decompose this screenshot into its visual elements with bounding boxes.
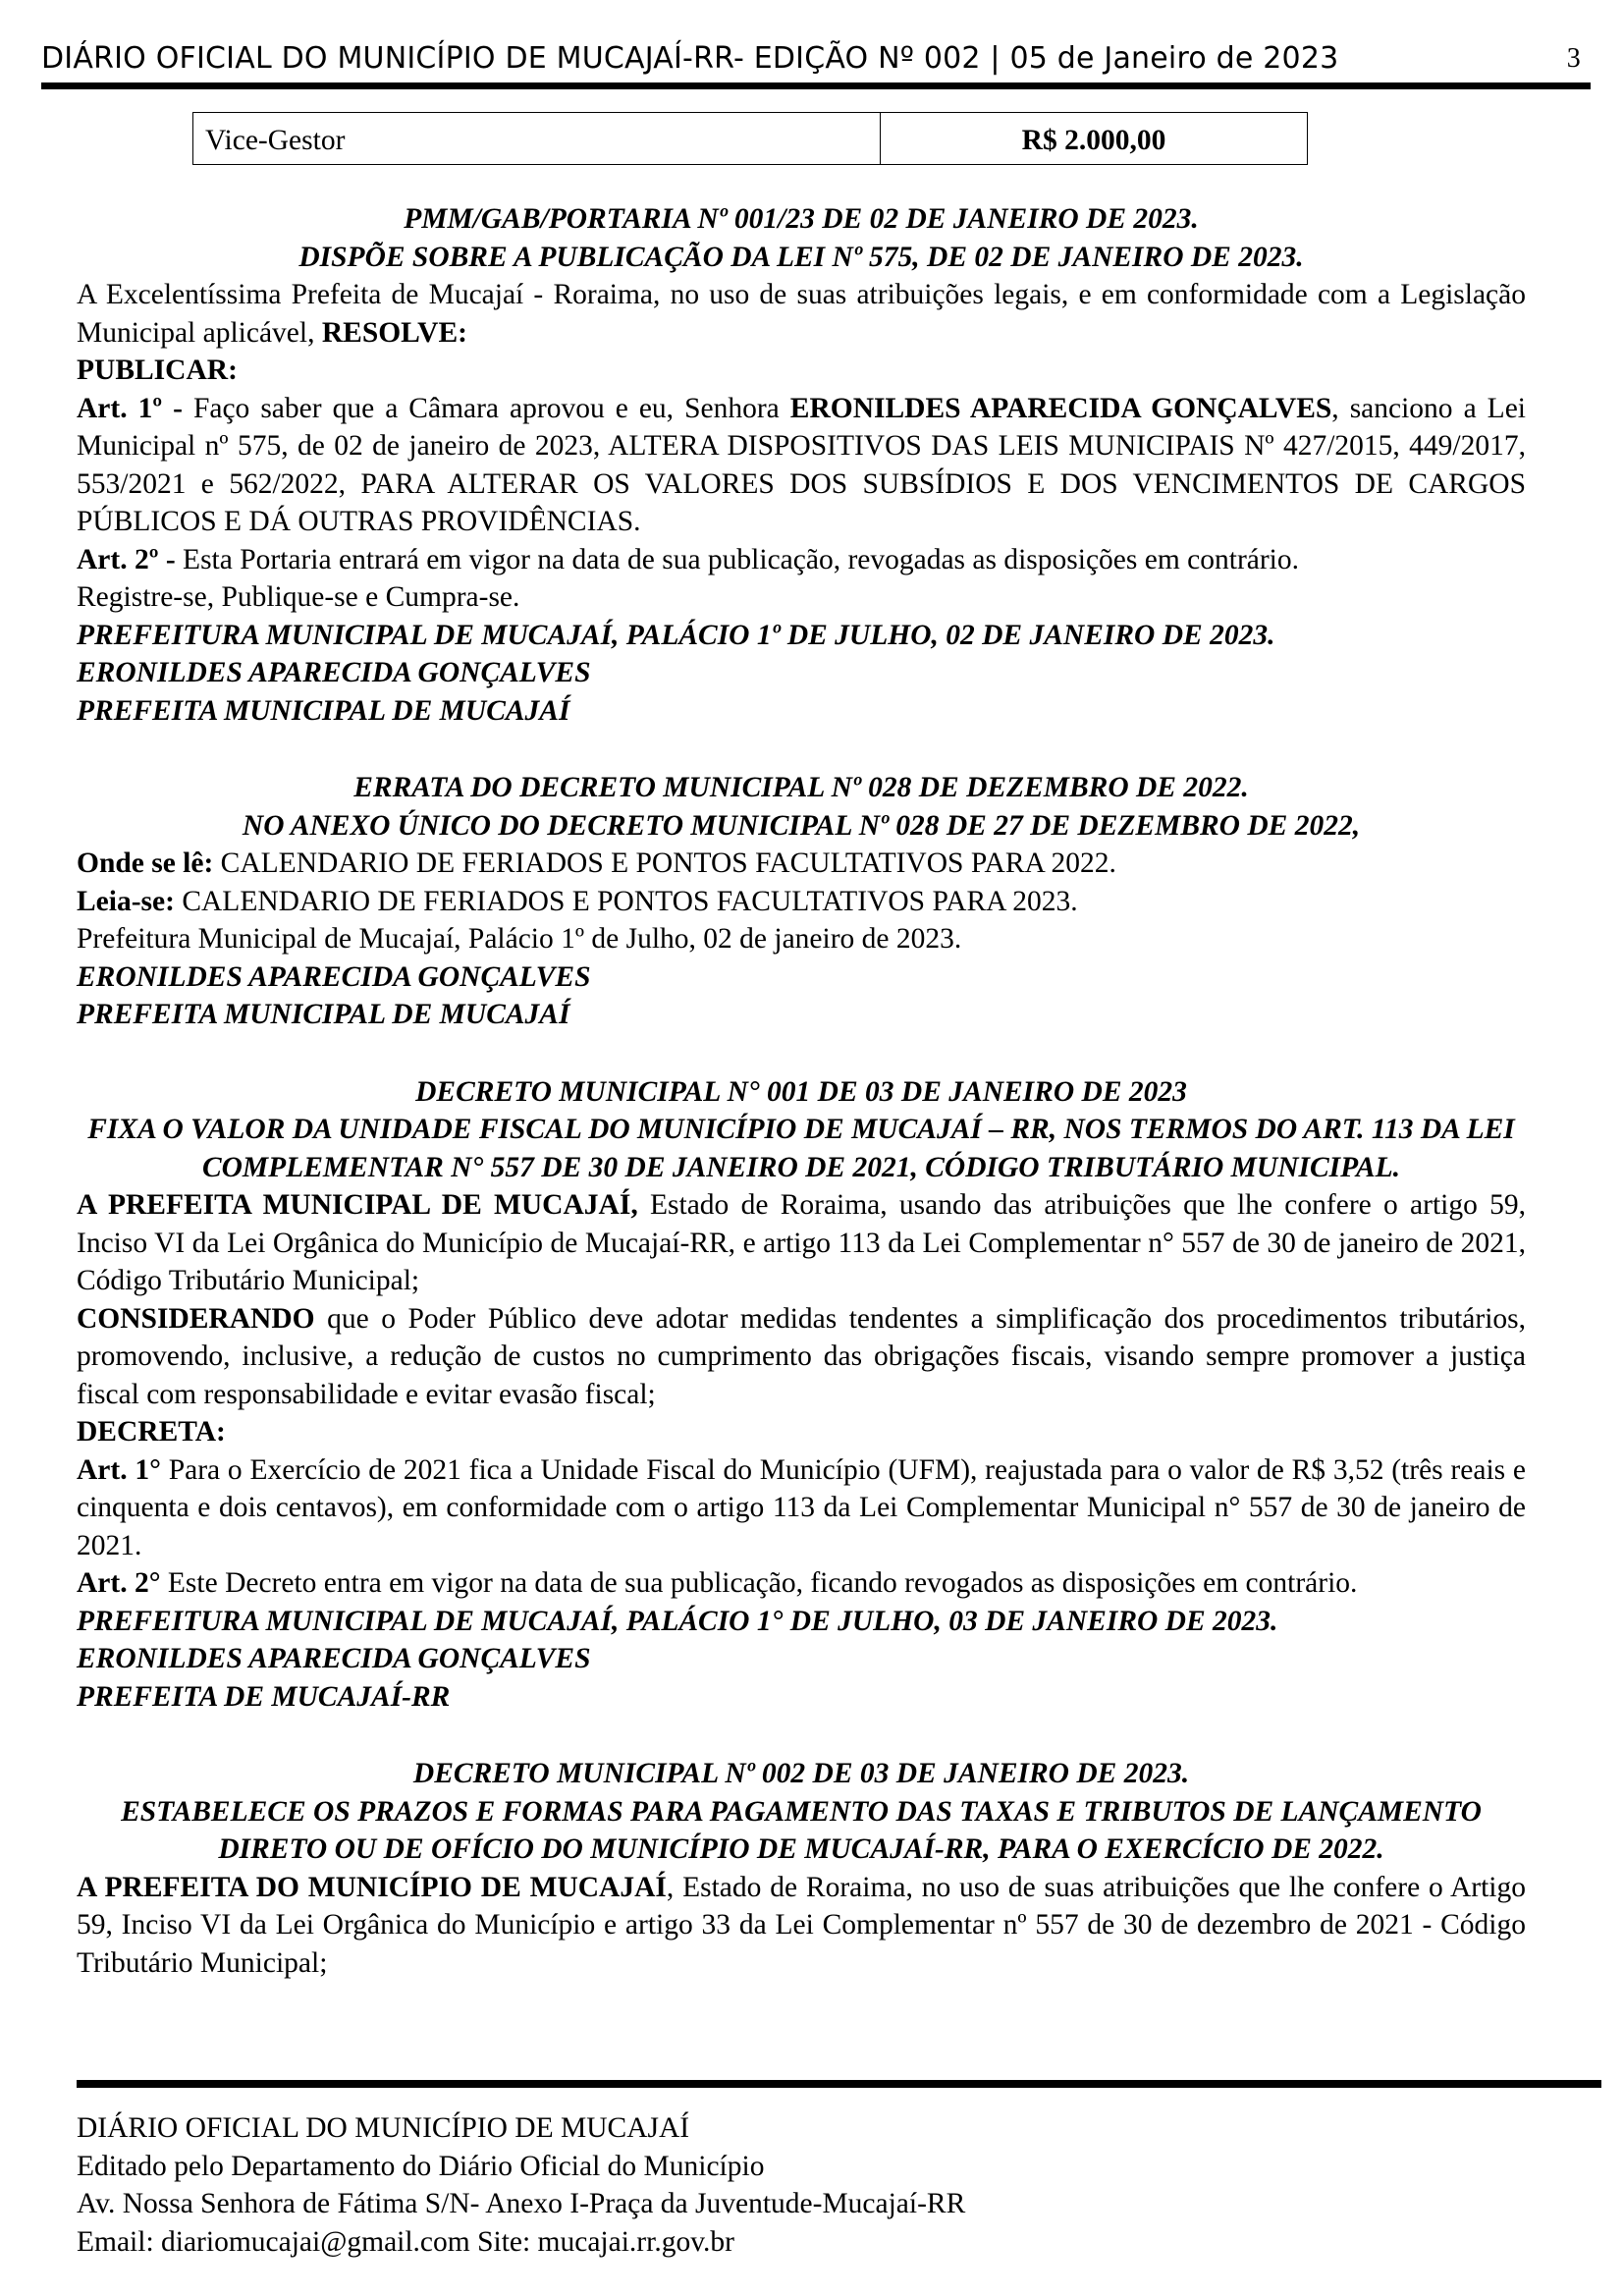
footer-divider xyxy=(77,2080,1601,2088)
signature-name: ERONILDES APARECIDA GONÇALVES xyxy=(77,1643,591,1674)
registre-line: Registre-se, Publique-se e Cumpra-se. xyxy=(77,581,520,613)
intro-bold: A PREFEITA DO MUNICÍPIO DE MUCAJAÍ xyxy=(77,1871,667,1903)
portaria-art-2 xyxy=(77,541,1526,579)
decreto-title: DECRETO MUNICIPAL N° 001 DE 03 DE JANEIRO DE 2023 xyxy=(415,1075,1187,1108)
decreto-intro xyxy=(77,1869,1526,1983)
page-footer xyxy=(77,2109,1451,2261)
journal-title: DIÁRIO OFICIAL DO MUNICÍPIO DE MUCAJAÍ-RR- EDIÇÃO Nº 002 | 05 de Janeiro de 2023 xyxy=(41,41,1339,76)
art-text: Este Decreto entra em vigor na data de sua publicação, ficando revogados as disposições em contrário. xyxy=(167,1567,1358,1599)
onde-text: CALENDARIO DE FERIADOS E PONTOS FACULTATIVOS PARA 2022. xyxy=(220,847,1116,879)
page-header xyxy=(41,35,1591,89)
decreta-label: DECRETA: xyxy=(77,1416,226,1448)
decreto-subtitle: ESTABELECE OS PRAZOS E FORMAS PARA PAGAMENTO DAS TAXAS E TRIBUTOS DE LANÇAMENTO DIRETO OU DE OFÍCIO DO MUNICÍPIO DE MUCAJAÍ-RR, PARA O EXERCÍCIO DE 2022. xyxy=(121,1795,1482,1865)
errata-title: ERRATA DO DECRETO MUNICIPAL Nº 028 DE DEZEMBRO DE 2022. xyxy=(353,772,1249,803)
footer-address: Av. Nossa Senhora de Fátima S/N- Anexo I-Praça da Juventude-Mucajaí-RR xyxy=(77,2188,966,2219)
place-date-line: Prefeitura Municipal de Mucajaí, Palácio 1º de Julho, 02 de janeiro de 2023. xyxy=(77,923,962,955)
art-label: Art. 1º - xyxy=(77,392,183,424)
errata-section xyxy=(77,769,1526,1034)
signature-role: PREFEITA MUNICIPAL DE MUCAJAÍ xyxy=(77,999,570,1030)
intro-text: , Estado de Roraima, no uso de suas atribuições que lhe confere o Artigo 59, Inciso VI da Lei Orgânica do Município e artigo 33 da Lei Complementar nº 557 de 30 de dezembro de 2021 - Código Tributário Municipal; xyxy=(77,1871,1526,1979)
art-text: Faço saber que a Câmara aprovou e eu, Senhora xyxy=(192,392,780,424)
value-cell: R$ 2.000,00 xyxy=(881,113,1308,165)
signature-role: PREFEITA MUNICIPAL DE MUCAJAÍ xyxy=(77,694,570,727)
art-text: Esta Portaria entrará em vigor na data de sua publicação, revogadas as disposições em contrário. xyxy=(183,543,1300,575)
decreto-002-section xyxy=(77,1755,1526,1982)
signature-place: PREFEITURA MUNICIPAL DE MUCAJAÍ, PALÁCIO 1° DE JULHO, 03 DE JANEIRO DE 2023. xyxy=(77,1605,1278,1637)
resolve-label: RESOLVE: xyxy=(321,316,467,349)
document-body xyxy=(77,112,1526,1982)
decreto-subtitle: FIXA O VALOR DA UNIDADE FISCAL DO MUNICÍPIO DE MUCAJAÍ – RR, NOS TERMOS DO ART. 113 DA LEI COMPLEMENTAR N° 557 DE 30 DE JANEIRO DE 2021, CÓDIGO TRIBUTÁRIO MUNICIPAL. xyxy=(87,1114,1515,1183)
leia-text: CALENDARIO DE FERIADOS E PONTOS FACULTATIVOS PARA 2023. xyxy=(182,885,1078,917)
signature-place: PREFEITURA MUNICIPAL DE MUCAJAÍ, PALÁCIO 1º DE JULHO, 02 DE JANEIRO DE 2023. xyxy=(77,619,1275,651)
signature-name: ERONILDES APARECIDA GONÇALVES xyxy=(77,657,591,688)
onde-se-le-line xyxy=(77,845,1526,883)
portaria-title: PMM/GAB/PORTARIA Nº 001/23 DE 02 DE JANEIRO DE 2023. xyxy=(404,203,1199,235)
errata-subtitle: NO ANEXO ÚNICO DO DECRETO MUNICIPAL Nº 028 DE 27 DE DEZEMBRO DE 2022, xyxy=(242,809,1361,842)
signature-name: ERONILDES APARECIDA GONÇALVES xyxy=(77,960,591,993)
art-label: Art. 2º - xyxy=(77,543,176,575)
art-label: Art. 2° xyxy=(77,1567,161,1599)
signature-role: PREFEITA DE MUCAJAÍ-RR xyxy=(77,1680,451,1713)
considerando-text: que o Poder Público deve adotar medidas tendentes a simplificação dos procedimentos tributários, promovendo, inclusive, a redução de custos no cumprimento das obrigações fiscais, visando sempre promover a justiça fiscal com responsabilidade e evitar evasão fiscal; xyxy=(77,1302,1526,1410)
decreto-art-2 xyxy=(77,1564,1526,1603)
considerando-paragraph xyxy=(77,1300,1526,1414)
portaria-section xyxy=(77,200,1526,730)
footer-editor: Editado pelo Departamento do Diário Oficial do Município xyxy=(77,2150,765,2182)
table-row xyxy=(193,113,1308,165)
art-text: Para o Exercício de 2021 fica a Unidade Fiscal do Município (UFM), reajustada para o valor de R$ 3,52 (três reais e cinquenta e dois centavos), em conformidade com o artigo 113 da Lei Complementar Municipal n° 557 de 30 de janeiro de 2021. xyxy=(77,1453,1526,1561)
decreto-intro xyxy=(77,1186,1526,1300)
salary-table xyxy=(192,112,1308,165)
onde-label: Onde se lê: xyxy=(77,847,214,879)
role-cell: Vice-Gestor xyxy=(193,113,881,165)
portaria-intro xyxy=(77,276,1526,352)
page-number: 3 xyxy=(1566,43,1581,74)
decreto-art-1 xyxy=(77,1451,1526,1565)
art-label: Art. 1° xyxy=(77,1453,161,1486)
leia-label: Leia-se: xyxy=(77,885,175,917)
considerando-label: CONSIDERANDO xyxy=(77,1302,315,1335)
portaria-subtitle: DISPÕE SOBRE A PUBLICAÇÃO DA LEI Nº 575, DE 02 DE JANEIRO DE 2023. xyxy=(298,241,1304,273)
decreto-001-section xyxy=(77,1073,1526,1717)
intro-bold: A PREFEITA MUNICIPAL DE MUCAJAÍ, xyxy=(77,1189,638,1221)
footer-journal-name: DIÁRIO OFICIAL DO MUNICÍPIO DE MUCAJAÍ xyxy=(77,2112,690,2144)
art-text: , sanciono a Lei Municipal nº 575, de 02 de janeiro de 2023, ALTERA DISPOSITIVOS DAS LEIS MUNICIPAIS Nº 427/2015, 449/2017, 553/2021 e 562/2022, PARA ALTERAR OS VALORES DOS SUBSÍDIOS E DOS VENCIMENTOS DE CARGOS PÚBLICOS E DÁ OUTRAS PROVIDÊNCIAS. xyxy=(77,392,1526,537)
intro-text: A Excelentíssima Prefeita de Mucajaí - Roraima, no uso de suas atribuições legais, e em conformidade com a Legislação Municipal aplicável, xyxy=(77,279,1526,349)
portaria-art-1 xyxy=(77,390,1526,541)
intro-text: Estado de Roraima, usando das atribuições que lhe confere o artigo 59, Inciso VI da Lei Orgânica do Município de Mucajaí-RR, e artigo 113 da Lei Complementar n° 557 de 30 de janeiro de 2021, Código Tributário Municipal; xyxy=(77,1189,1527,1296)
mayor-name: ERONILDES APARECIDA GONÇALVES xyxy=(789,392,1332,424)
publicar-label: PUBLICAR: xyxy=(77,355,238,386)
leia-se-line xyxy=(77,883,1526,921)
footer-contact: Email: diariomucajai@gmail.com Site: mucajai.rr.gov.br xyxy=(77,2225,734,2258)
decreto-title: DECRETO MUNICIPAL Nº 002 DE 03 DE JANEIRO DE 2023. xyxy=(412,1758,1190,1789)
